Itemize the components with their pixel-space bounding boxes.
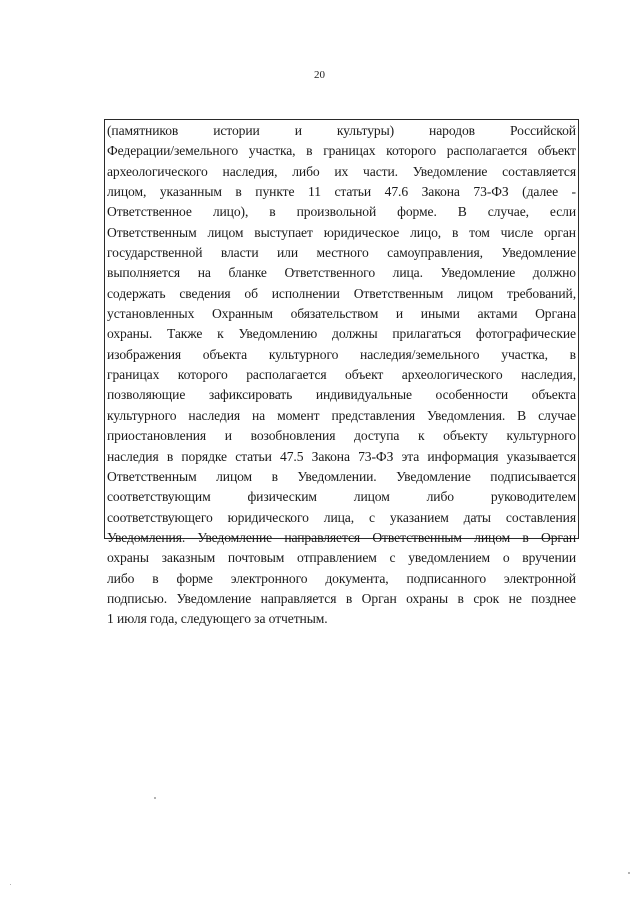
text-frame — [104, 119, 579, 627]
body-line: соответствующим физическим лицом либо руководителем — [107, 489, 576, 505]
body-line: установленных Охранным обязательством и иными актами Органа — [107, 306, 576, 322]
body-line: изображения объекта культурного наследия/земельного участка, в — [107, 346, 576, 362]
body-line: государственной власти или местного самоуправления, Уведомление — [107, 245, 576, 261]
body-line: Ответственным лицом в Уведомлении. Уведомление подписывается — [107, 468, 576, 484]
body-line: лицом, указанным в пункте 11 статьи 47.6 Закона 73-ФЗ (далее - — [107, 184, 576, 200]
body-line: наследия в порядке статьи 47.5 Закона 73-ФЗ эта информация указывается — [107, 448, 576, 464]
body-line: позволяющие зафиксировать индивидуальные особенности объекта — [107, 387, 576, 403]
body-line: содержать сведения об исполнении Ответственным лицом требований, — [107, 285, 576, 301]
body-line: выполняется на бланке Ответственного лица. Уведомление должно — [107, 265, 576, 281]
body-line: Ответственным лицом выступает юридическое лицо, в том числе орган — [107, 224, 576, 240]
scan-speck — [628, 872, 630, 874]
body-line: культурного наследия на момент представления Уведомления. В случае — [107, 407, 576, 423]
body-line: приостановления и возобновления доступа к объекту культурного — [107, 428, 576, 444]
body-line: (памятников истории и культуры) народов Российской — [107, 123, 576, 138]
body-line: Уведомления. Уведомление направляется Ответственным лицом в Орган — [107, 529, 576, 545]
body-line: 1 июля года, следующего за отчетным. — [107, 611, 328, 627]
body-line: границах которого располагается объект археологического наследия, — [107, 367, 576, 383]
scan-speck — [10, 884, 11, 885]
body-line: охраны. Также к Уведомлению должны прилагаться фотографические — [107, 326, 576, 342]
page-number: 20 — [314, 69, 325, 81]
scan-speck — [154, 797, 156, 799]
body-line: охраны заказным почтовым отправлением с уведомлением о вручении — [107, 550, 576, 566]
body-line: археологического наследия, либо их части. Уведомление составляется — [107, 163, 576, 179]
body-line: Ответственное лицо), в произвольной форме. В случае, если — [107, 204, 576, 220]
body-line: Федерации/земельного участка, в границах которого располагается объект — [107, 143, 576, 159]
body-line: соответствующего юридического лица, с указанием даты составления — [107, 509, 576, 525]
body-line: либо в форме электронного документа, подписанного электронной — [107, 570, 576, 586]
body-line: подписью. Уведомление направляется в Орган охраны в срок не позднее — [107, 590, 576, 606]
